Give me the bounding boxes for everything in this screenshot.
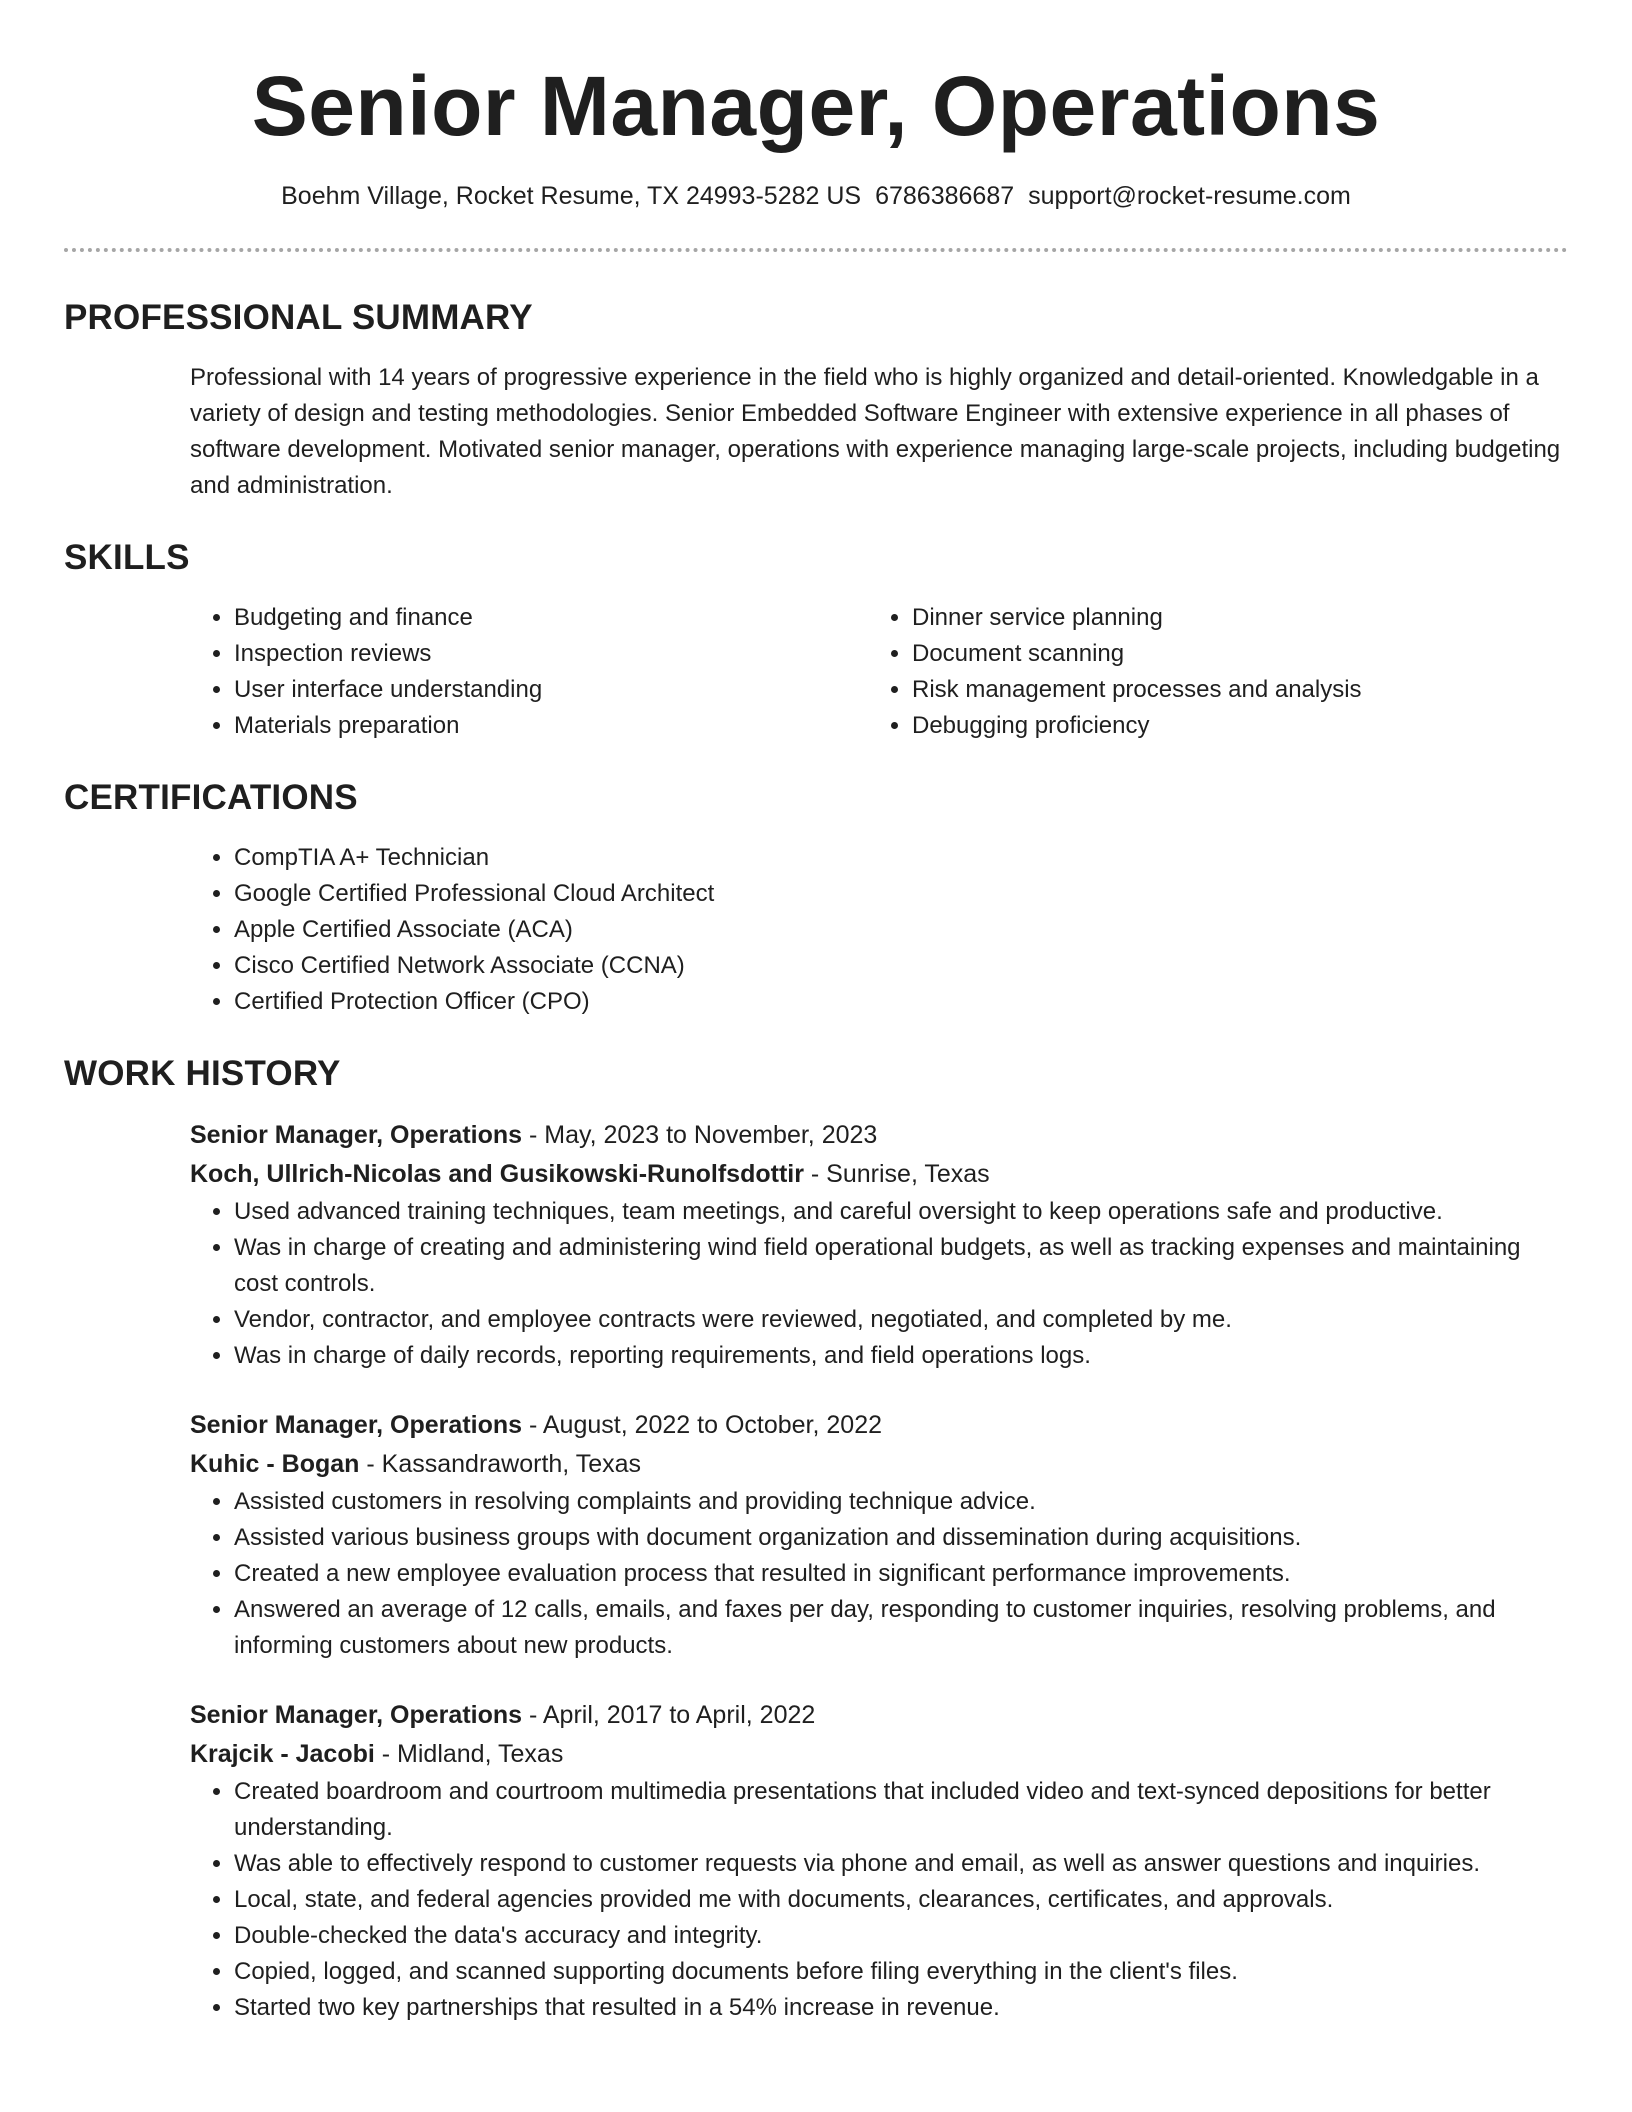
job-company: Kuhic - Bogan [190,1450,360,1478]
certification-item: • Google Certified Professional Cloud Architect [234,876,1568,912]
job-dates: April, 2017 to April, 2022 [542,1701,816,1729]
contact-phone: 6786386687 [875,182,1015,210]
job-dates: May, 2023 to November, 2023 [544,1121,878,1149]
header-divider [64,248,1568,252]
job-duty: • Created boardroom and courtroom multimedia presentations that included video and text-synced depositions for better understanding. [234,1774,1568,1846]
summary-section [190,360,1568,504]
job-duties [190,1194,1568,1374]
job-location: Midland, Texas [397,1740,564,1768]
skill-item: • Document scanning [912,636,1568,672]
skill-item: • Dinner service planning [912,600,1568,636]
job-company-line: Krajcik - Jacobi - Midland, Texas [190,1740,564,1768]
skills-section [190,600,1568,744]
job-entry [190,1406,1568,1664]
summary-text: Professional with 14 years of progressive experience in the field who is highly organized and detail-oriented. Knowledgable in a variety of design and testing methodologies. Senior Embedded Software Engineer with extensive experience in all phases of software development. Motivated senior manager, operations with experience managing large-scale projects, including budgeting and administration. [190,364,1561,499]
candidate-name: Senior Manager, Operations [251,59,1381,153]
job-entry [190,1696,1568,2026]
job-location: Sunrise, Texas [826,1160,990,1188]
summary-heading: PROFESSIONAL SUMMARY [64,298,533,337]
certifications-section [190,840,1568,1020]
job-duty: • Was in charge of creating and administering wind field operational budgets, as well as tracking expenses and maintaining cost controls. [234,1230,1568,1302]
job-location: Kassandraworth, Texas [381,1450,642,1478]
work-history-heading: WORK HISTORY [64,1054,341,1093]
skill-item: • Budgeting and finance [234,600,868,636]
job-duty: • Local, state, and federal agencies provided me with documents, clearances, certificates, and approvals. [234,1882,1568,1918]
certification-item: • CompTIA A+ Technician [234,840,1568,876]
job-duty: • Vendor, contractor, and employee contracts were reviewed, negotiated, and completed by me. [234,1302,1568,1338]
skills-heading: SKILLS [64,538,190,577]
job-duty: • Was able to effectively respond to customer requests via phone and email, as well as answer questions and inquiries. [234,1846,1568,1882]
contact-info [64,178,1568,214]
job-company: Krajcik - Jacobi [190,1740,375,1768]
certification-item: • Cisco Certified Network Associate (CCNA) [234,948,1568,984]
skill-item: • Inspection reviews [234,636,868,672]
certifications-heading: CERTIFICATIONS [64,778,358,817]
job-company-line: Kuhic - Bogan - Kassandraworth, Texas [190,1450,642,1478]
skill-item: • User interface understanding [234,672,868,708]
job-role: Senior Manager, Operations [190,1701,523,1729]
job-duties [190,1484,1568,1664]
certification-item: • Apple Certified Associate (ACA) [234,912,1568,948]
job-role: Senior Manager, Operations [190,1411,523,1439]
job-duty: • Was in charge of daily records, reporting requirements, and field operations logs. [234,1338,1568,1374]
skill-item: • Debugging proficiency [912,708,1568,744]
job-title-line: Senior Manager, Operations - April, 2017 to April, 2022 [190,1701,816,1729]
skills-list-right [868,600,1568,744]
job-duties [190,1774,1568,2026]
job-duty: • Answered an average of 12 calls, emails, and faxes per day, responding to customer inquiries, resolving problems, and informing customers about new products. [234,1592,1568,1664]
job-duty: • Double-checked the data's accuracy and integrity. [234,1918,1568,1954]
job-company-line: Koch, Ullrich-Nicolas and Gusikowski-Runolfsdottir - Sunrise, Texas [190,1160,990,1188]
job-dates: August, 2022 to October, 2022 [542,1411,883,1439]
skill-item: • Risk management processes and analysis [912,672,1568,708]
job-entry [190,1116,1568,1374]
skills-list-left [190,600,868,744]
job-duty: • Started two key partnerships that resulted in a 54% increase in revenue. [234,1990,1568,2026]
job-duty: • Created a new employee evaluation process that resulted in significant performance improvements. [234,1556,1568,1592]
certification-item: • Certified Protection Officer (CPO) [234,984,1568,1020]
job-title-line: Senior Manager, Operations - May, 2023 to November, 2023 [190,1121,878,1149]
job-role: Senior Manager, Operations [190,1121,523,1149]
job-duty: • Assisted various business groups with document organization and dissemination during acquisitions. [234,1520,1568,1556]
job-company: Koch, Ullrich-Nicolas and Gusikowski-Runolfsdottir [190,1160,804,1188]
job-duty: • Used advanced training techniques, team meetings, and careful oversight to keep operations safe and productive. [234,1194,1568,1230]
work-history-section [190,1116,1568,2026]
certifications-list [190,840,1568,1020]
contact-address: Boehm Village, Rocket Resume, TX 24993-5282 US [281,182,862,210]
skill-item: • Materials preparation [234,708,868,744]
job-duty: • Copied, logged, and scanned supporting documents before filing everything in the client's files. [234,1954,1568,1990]
job-title-line: Senior Manager, Operations - August, 2022 to October, 2022 [190,1411,883,1439]
contact-email: support@rocket-resume.com [1028,182,1351,210]
job-duty: • Assisted customers in resolving complaints and providing technique advice. [234,1484,1568,1520]
